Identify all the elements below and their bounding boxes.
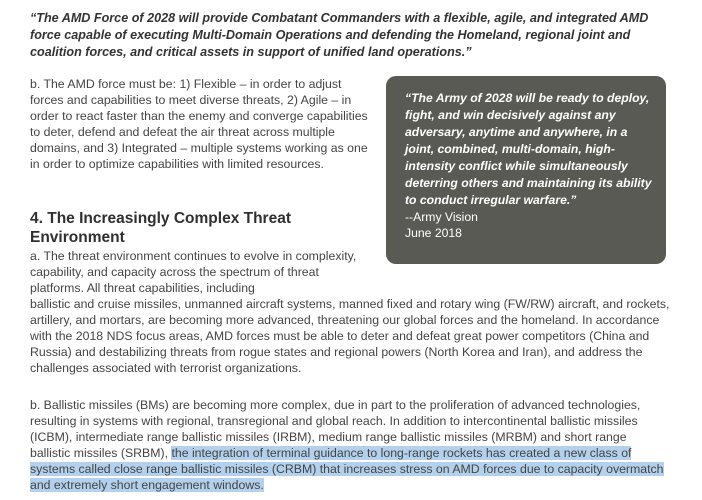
paragraph-amd-force-attributes: b. The AMD force must be: 1) Flexible – in order to adjust forces and capabilities to meet diverse threats, 2) Agile – in order to react faster than the enemy and converge capabilities to deter, defend and defeat the air threat across multiple domains, and 3) Integrated – multiple systems working as one in order to optimize capabilities with limited resources. [30, 77, 368, 171]
section-heading: 4. The Increasingly Complex Threat Environment [30, 210, 291, 246]
paragraph-ballistic-missiles [30, 397, 670, 493]
highlighted-selection[interactable]: the integration of terminal guidance to long-range rockets has created a new class of systems called close range ballistic missiles (CRBM) that increases stress on AMD forces due to capacity overmatch and extremely short engagement windows. [30, 446, 664, 492]
callout-date: June 2018 [405, 226, 462, 240]
paragraph-threat-environment-intro: a. The threat environment continues to evolve in complexity, capability, and capacity across the spectrum of threat platforms. All threat capabilities, including [30, 249, 357, 295]
callout-attribution: --Army Vision [405, 210, 478, 224]
paragraph-threat-environment-body: ballistic and cruise missiles, unmanned aircraft systems, manned fixed and rotary wing (FW/RW) aircraft, and rockets, artillery, and mortars, are becoming more advanced, threatening our global forces and the homeland. In accordance with the 2018 NDS focus areas, AMD forces must be able to deter and defeat great power competitors (China and Russia) and destabilizing threats from rogue states and regional powers (North Korea and Iran), and address the challenges associated with terrorist organizations. [30, 297, 670, 375]
callout-quote: “The Army of 2028 will be ready to deploy, fight, and win decisively against any adversary, anytime and anywhere, in a joint, combined, multi-domain, high-intensity conflict while simultaneously deterring others and maintaining its ability to conduct irregular warfare.” [405, 91, 652, 207]
top-quote: “The AMD Force of 2028 will provide Combatant Commanders with a flexible, agile, and integrated AMD force capable of executing Multi-Domain Operations and defending the Homeland, regional joint and coalition forces, and critical assets in support of unified land operations.” [30, 11, 649, 59]
ballistic-missiles-text: b. Ballistic missiles (BMs) are becoming more complex, due in part to the proliferation of advanced technologies, resulting in systems with regional, transregional and global reach. In addition to intercontinental ballistic missiles (ICBM), intermediate range ballistic missiles (IRBM), medium range ballistic missiles (MRBM) and short range ballistic missiles (SRBM), [30, 398, 641, 460]
army-vision-callout [386, 76, 666, 264]
